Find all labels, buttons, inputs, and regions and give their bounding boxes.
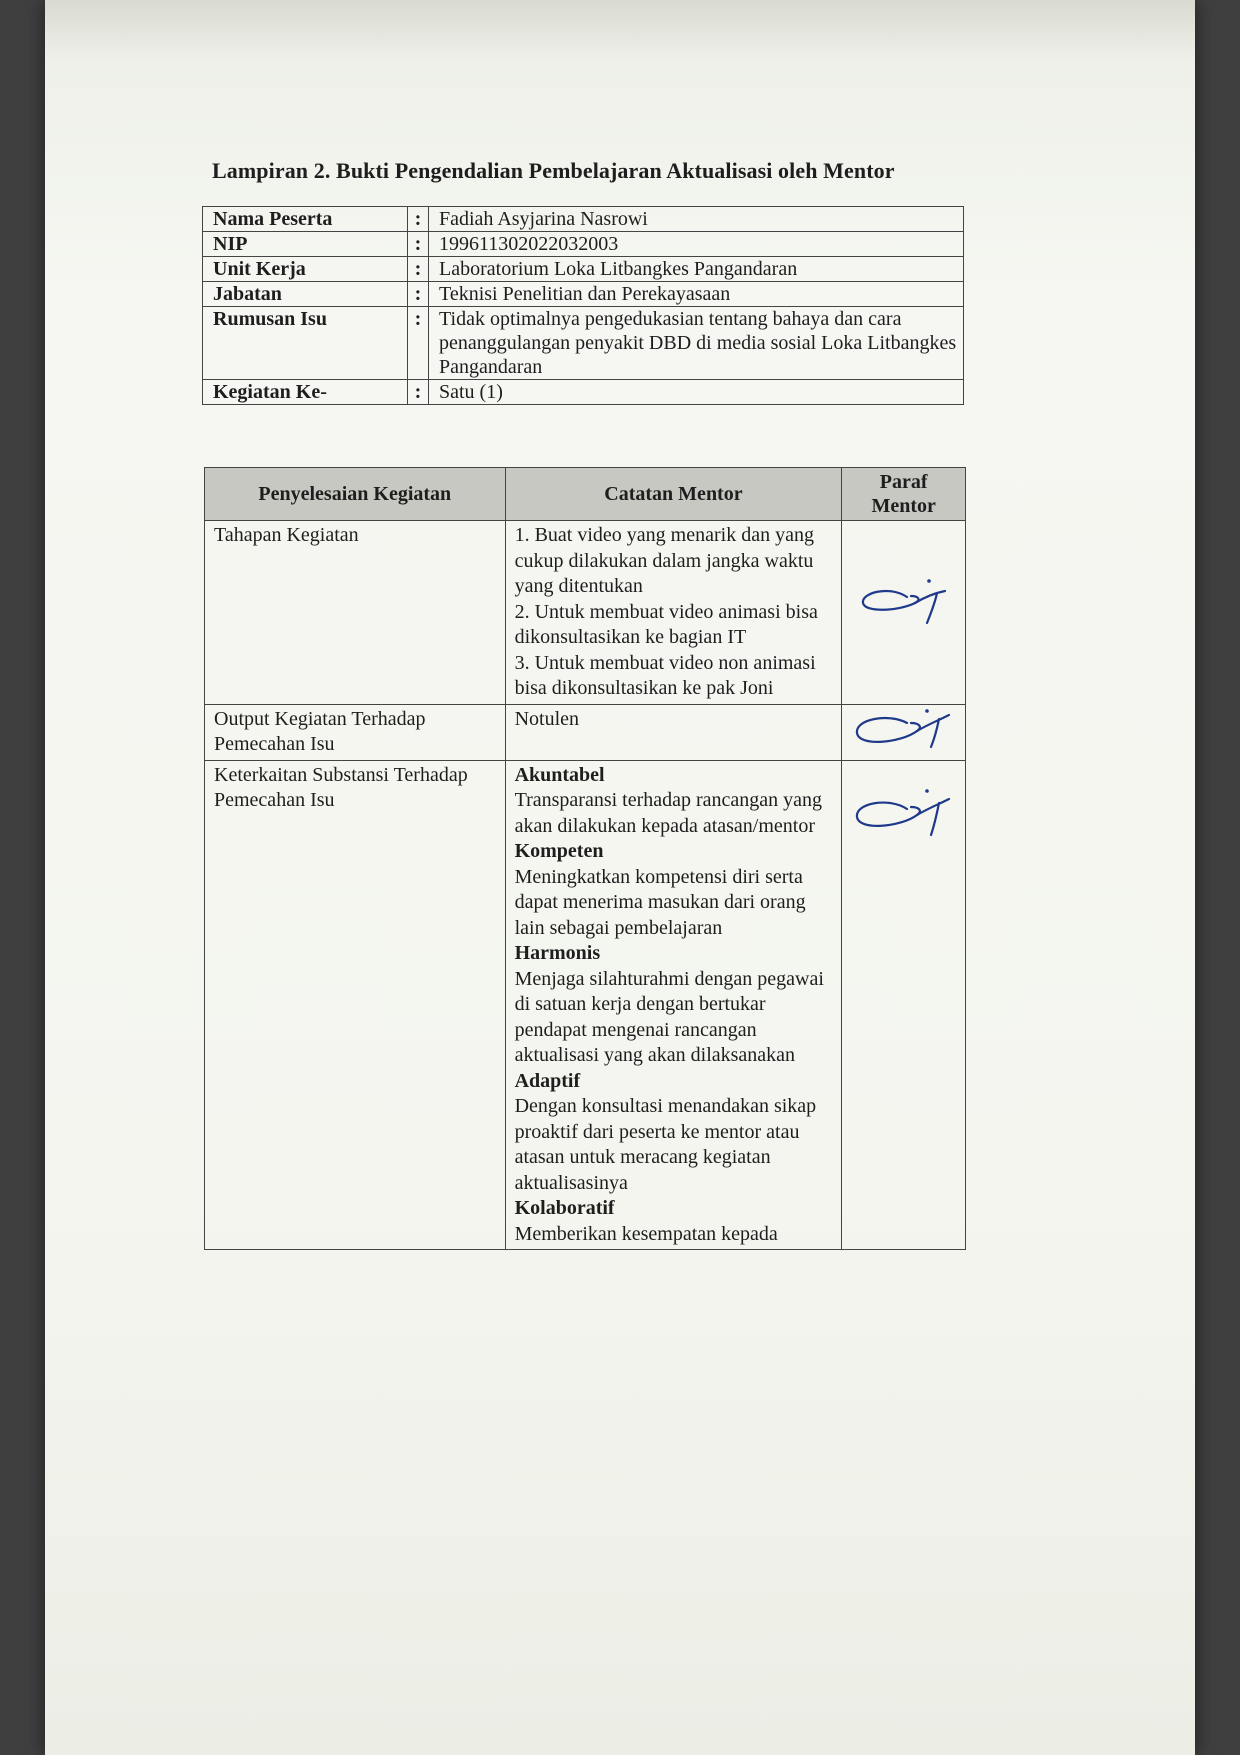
info-separator: :	[408, 282, 429, 307]
info-value: 199611302022032003	[429, 232, 964, 257]
value-heading: Kompeten	[514, 840, 604, 862]
note-line: Dengan konsultasi menandakan sikap proaktif dari peserta ke mentor atau atasan untuk meracang kegiatan aktualisasinya	[514, 1095, 817, 1194]
info-value: Laboratorium Loka Litbangkes Pangandaran	[429, 257, 964, 282]
table-header-row	[205, 468, 966, 521]
paraf-cell	[842, 521, 966, 705]
page-title: Lampiran 2. Bukti Pengendalian Pembelajaran Aktualisasi oleh Mentor	[212, 158, 895, 183]
header-catatan-mentor: Catatan Mentor	[505, 468, 842, 521]
value-heading: Kolaboratif	[514, 1197, 615, 1219]
stage-cell: Output Kegiatan Terhadap Pemecahan Isu	[205, 704, 506, 760]
stage-cell: Tahapan Kegiatan	[205, 521, 506, 705]
info-row-unit-kerja	[203, 257, 964, 282]
signature-icon	[849, 563, 959, 633]
note-line: 1. Buat video yang menarik dan yang cukup dilakukan dalam jangka waktu yang ditentukan	[514, 524, 814, 597]
info-label: Kegiatan Ke-	[203, 380, 408, 405]
participant-info-table	[202, 206, 964, 405]
notes-cell	[505, 704, 842, 760]
info-row-nama	[203, 207, 964, 232]
value-heading: Harmonis	[514, 942, 601, 964]
info-row-jabatan	[203, 282, 964, 307]
table-row	[205, 760, 966, 1250]
info-separator: :	[408, 207, 429, 232]
info-label: Rumusan Isu	[203, 307, 408, 380]
info-label: Jabatan	[203, 282, 408, 307]
notes-cell	[505, 521, 842, 705]
info-row-kegiatan-ke	[203, 380, 964, 405]
note-line: Menjaga silahturahmi dengan pegawai di satuan kerja dengan bertukar pendapat mengenai rancangan aktualisasi yang akan dilaksanakan	[514, 967, 824, 1066]
note-line: Notulen	[514, 707, 580, 730]
info-separator: :	[408, 380, 429, 405]
info-value: Tidak optimalnya pengedukasian tentang bahaya dan cara penanggulangan penyakit DBD di media sosial Loka Litbangkes Pangandaran	[429, 307, 964, 380]
table-row	[205, 521, 966, 705]
info-row-rumusan-isu	[203, 307, 964, 380]
notes-cell	[505, 760, 842, 1250]
header-paraf-mentor: Paraf Mentor	[842, 468, 966, 521]
mentor-notes-table	[204, 467, 966, 1250]
info-value: Satu (1)	[429, 380, 964, 405]
signature-icon	[849, 705, 959, 751]
paraf-cell	[842, 704, 966, 760]
paraf-cell	[842, 760, 966, 1250]
note-line: Memberikan kesempatan kepada	[514, 1222, 778, 1245]
note-line: 3. Untuk membuat video non animasi bisa dikonsultasikan ke pak Joni	[514, 651, 816, 699]
info-label: Unit Kerja	[203, 257, 408, 282]
info-label: NIP	[203, 232, 408, 257]
table-row	[205, 704, 966, 760]
signature-icon	[849, 783, 959, 843]
note-line: Meningkatkan kompetensi diri serta dapat menerima masukan dari orang lain sebagai pembelajaran	[514, 865, 806, 939]
info-separator: :	[408, 232, 429, 257]
stage-cell: Keterkaitan Substansi Terhadap Pemecahan Isu	[205, 760, 506, 1250]
value-heading: Akuntabel	[514, 763, 605, 786]
info-value: Teknisi Penelitian dan Perekayasaan	[429, 282, 964, 307]
info-separator: :	[408, 307, 429, 380]
note-line: 2. Untuk membuat video animasi bisa dikonsultasikan ke bagian IT	[514, 600, 818, 648]
info-row-nip	[203, 232, 964, 257]
info-label: Nama Peserta	[203, 207, 408, 232]
info-value: Fadiah Asyjarina Nasrowi	[429, 207, 964, 232]
header-penyelesaian-kegiatan: Penyelesaian Kegiatan	[205, 468, 506, 521]
note-line: Transparansi terhadap rancangan yang akan dilakukan kepada atasan/mentor	[514, 789, 823, 837]
value-heading: Adaptif	[514, 1069, 581, 1092]
info-separator: :	[408, 257, 429, 282]
